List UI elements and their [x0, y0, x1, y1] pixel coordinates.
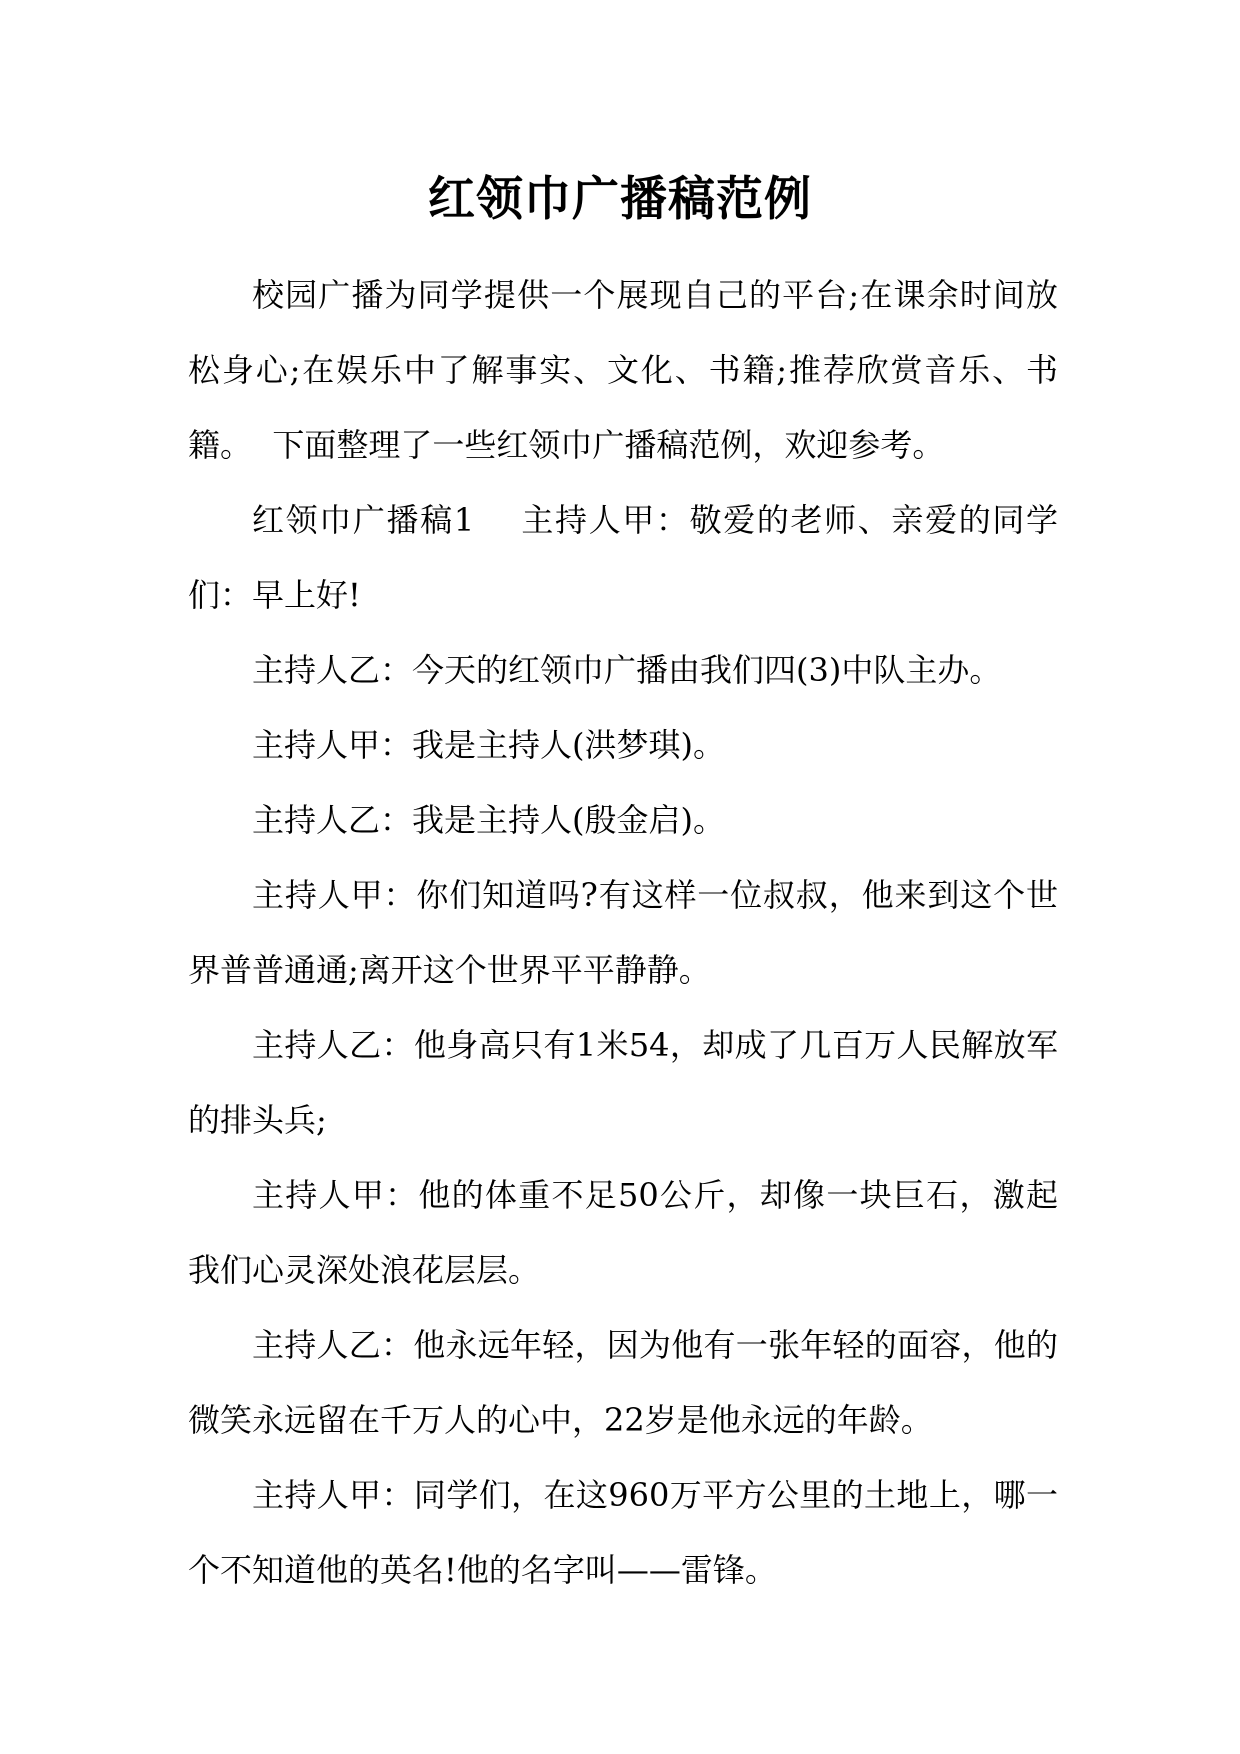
- paragraph-height: 主持人乙：他身高只有1米54，却成了几百万人民解放军的排头兵;: [188, 1026, 1058, 1139]
- paragraph-intro: 校园广播为同学提供一个展现自己的平台;在课余时间放松身心;在娱乐中了解事实、文化、书籍;推荐欣赏音乐、书籍。 下面整理了一些红领巾广播稿范例，欢迎参考。: [188, 276, 1058, 464]
- document-title: 红领巾广播稿范例: [428, 172, 812, 227]
- document-body: [188, 258, 1058, 1608]
- paragraph-name: 主持人甲：同学们，在这960万平方公里的土地上，哪一个不知道他的英名!他的名字叫——雷锋。: [188, 1476, 1058, 1589]
- paragraph-weight: 主持人甲：他的体重不足50公斤，却像一块巨石，激起我们心灵深处浪花层层。: [188, 1176, 1058, 1289]
- paragraph-host-b-intro: 主持人乙：今天的红领巾广播由我们四(3)中队主办。: [252, 651, 1002, 689]
- paragraph-question: 主持人甲：你们知道吗?有这样一位叔叔，他来到这个世界普普通通;离开这个世界平平静静。: [188, 876, 1058, 989]
- paragraph-host-b-name: 主持人乙：我是主持人(殷金启)。: [252, 801, 725, 839]
- paragraph-greeting: 红领巾广播稿1 主持人甲：敬爱的老师、亲爱的同学们：早上好!: [188, 501, 1058, 614]
- paragraph-age: 主持人乙：他永远年轻，因为他有一张年轻的面容，他的微笑永远留在千万人的心中，22岁是他永远的年龄。: [188, 1326, 1058, 1439]
- paragraph-host-a-name: 主持人甲：我是主持人(洪梦琪)。: [252, 726, 725, 764]
